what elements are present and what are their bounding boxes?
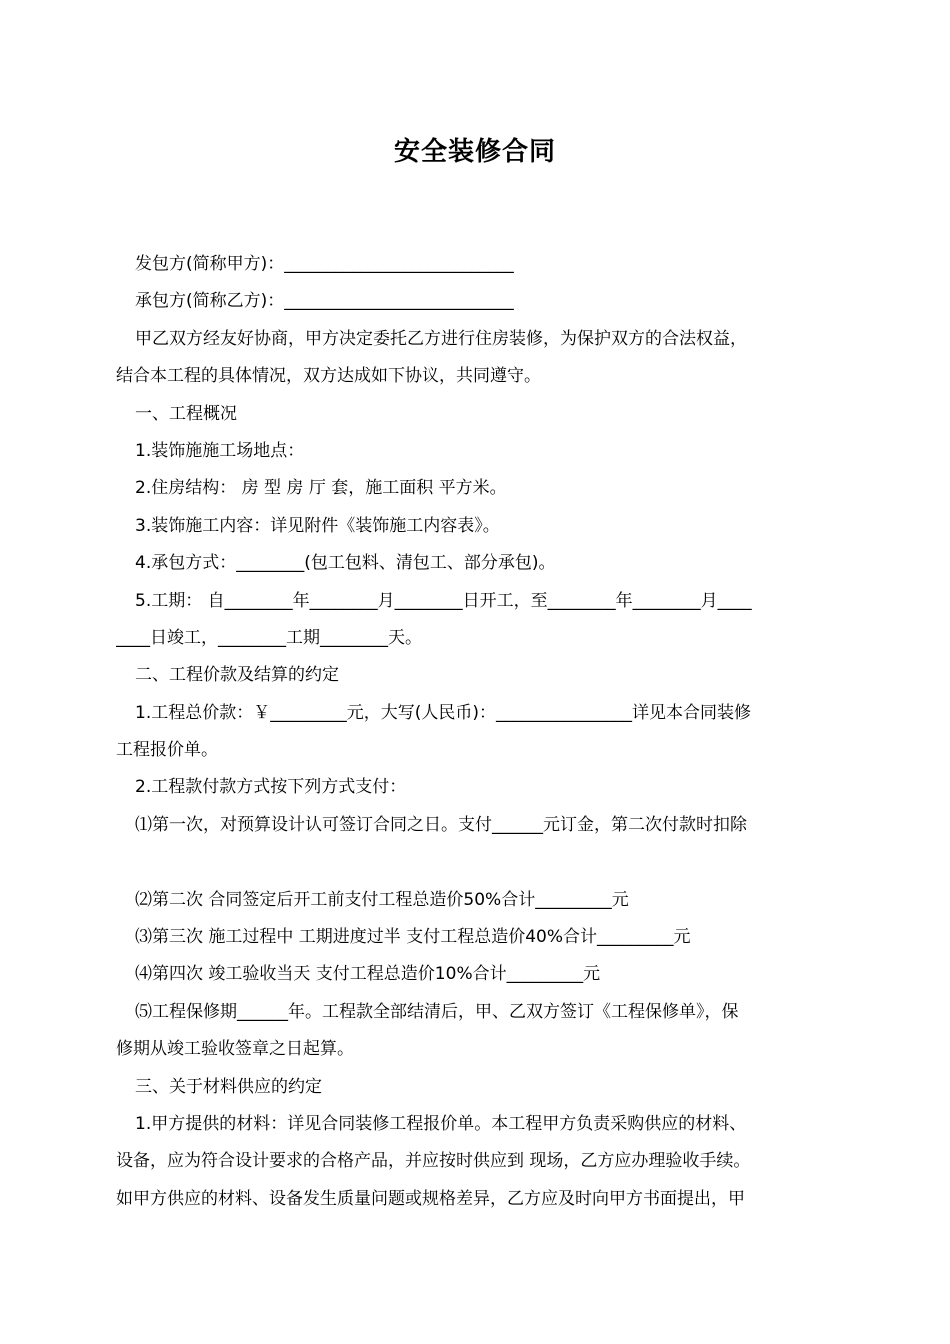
payment-1: ⑴第一次，对预算设计认可签订合同之日。支付______元订金，第二次付款时扣除 — [135, 814, 747, 835]
clause-3-1-line-3: 如甲方供应的材料、设备发生质量问题或规格差异，乙方应及时向甲方书面提出，甲 — [116, 1188, 745, 1209]
clause-1-4: 4.承包方式：________(包工包料、清包工、部分承包)。 — [135, 553, 556, 574]
clause-1-5-line-1: 5.工期： 自________年________月________日开工，至________年________月____ — [135, 590, 752, 611]
section-heading-3: 三、关于材料供应的约定 — [135, 1076, 322, 1097]
clause-1-1: 1.装饰施施工场地点： — [135, 440, 305, 461]
payment-5-line-1: ⑸工程保修期______年。工程款全部结清后，甲、乙双方签订《工程保修单》，保 — [135, 1001, 739, 1022]
clause-3-1-line-1: 1.甲方提供的材料：详见合同装修工程报价单。本工程甲方负责采购供应的材料、 — [135, 1113, 747, 1134]
party-b-line: 承包方(简称乙方)：___________________________ — [135, 291, 514, 312]
blank-line — [116, 844, 838, 881]
document-title: 安全装修合同 — [393, 137, 556, 167]
payment-3: ⑶第三次 施工过程中 工期进度过半 支付工程总造价40%合计_________元 — [135, 927, 691, 948]
document-body — [116, 246, 838, 1218]
preamble-line-1: 甲乙双方经友好协商，甲方决定委托乙方进行住房装修，为保护双方的合法权益， — [135, 328, 747, 349]
section-heading-1: 一、工程概况 — [135, 403, 237, 424]
clause-2-1-line-1: 1.工程总价款：￥_________元，大写(人民币)：________________详见本合同装修 — [135, 702, 751, 723]
payment-5-line-2: 修期从竣工验收签章之日起算。 — [116, 1039, 354, 1060]
section-heading-2: 二、工程价款及结算的约定 — [135, 665, 339, 686]
payment-2: ⑵第二次 合同签定后开工前支付工程总造价50%合计_________元 — [135, 889, 629, 910]
preamble-line-2: 结合本工程的具体情况，双方达成如下协议，共同遵守。 — [116, 366, 541, 387]
clause-2-2: 2.工程款付款方式按下列方式支付： — [135, 777, 407, 798]
clause-1-5-line-2: ____日竣工，________工期________天。 — [116, 627, 422, 648]
clause-2-1-line-2: 工程报价单。 — [116, 740, 218, 761]
clause-3-1-line-2: 设备，应为符合设计要求的合格产品，并应按时供应到 现场，乙方应办理验收手续。 — [116, 1151, 751, 1172]
party-a-line: 发包方(简称甲方)：___________________________ — [135, 254, 514, 274]
clause-1-3: 3.装饰施工内容：详见附件《装饰施工内容表》。 — [135, 515, 500, 536]
clause-1-2: 2.住房结构： 房 型 房 厅 套，施工面积 平方米。 — [135, 478, 507, 499]
payment-4: ⑷第四次 竣工验收当天 支付工程总造价10%合计_________元 — [135, 964, 601, 985]
